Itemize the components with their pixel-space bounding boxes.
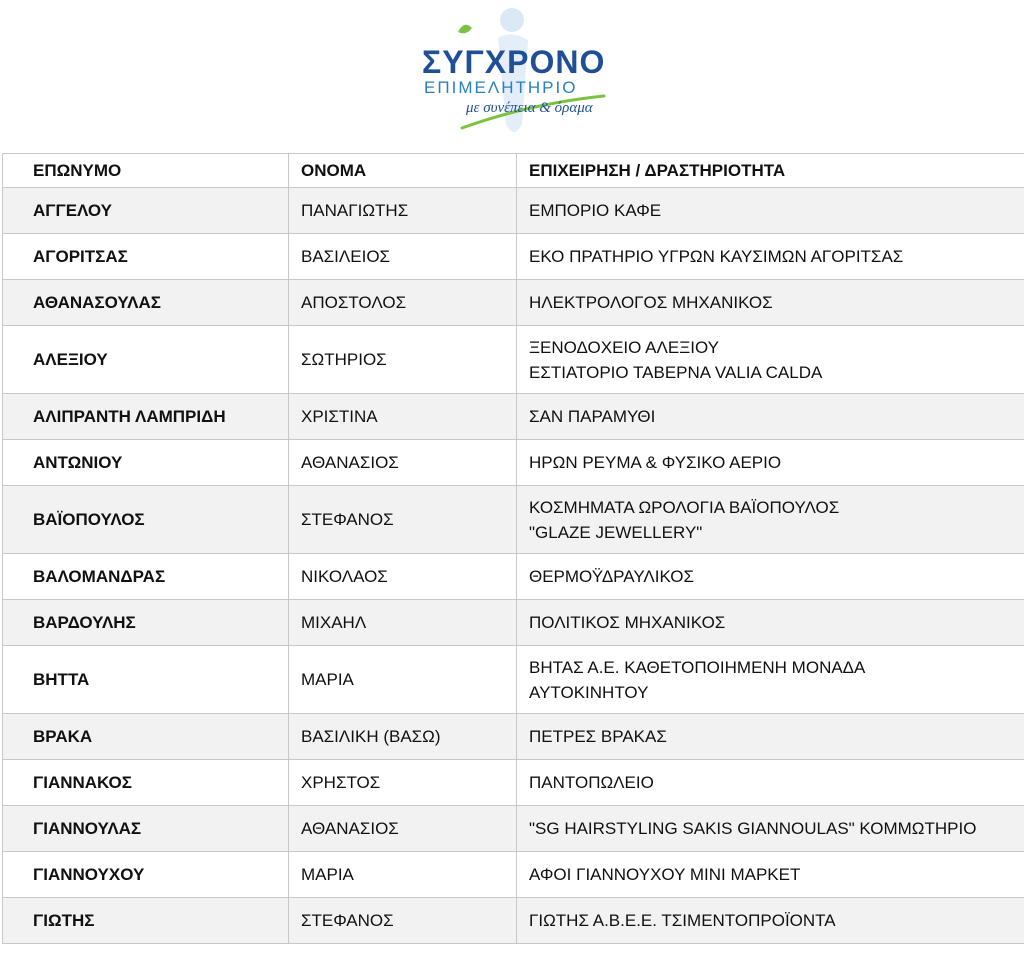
cell-name: ΑΠΟΣΤΟΛΟΣ bbox=[289, 280, 517, 326]
business-line: ΠΕΤΡΕΣ ΒΡΑΚΑΣ bbox=[529, 727, 667, 746]
cell-surname: ΑΛΙΠΡΑΝΤΗ ΛΑΜΠΡΙΔΗ bbox=[3, 394, 289, 440]
cell-business bbox=[517, 714, 1024, 760]
logo bbox=[418, 4, 618, 146]
cell-business bbox=[517, 188, 1024, 234]
cell-business bbox=[517, 234, 1024, 280]
cell-business bbox=[517, 394, 1024, 440]
business-line: ΠΑΝΤΟΠΩΛΕΙΟ bbox=[529, 773, 654, 792]
business-line: ΑΦΟΙ ΓΙΑΝΝΟΥΧΟΥ ΜΙΝΙ ΜΑΡΚΕΤ bbox=[529, 865, 801, 884]
table-header-row bbox=[3, 154, 1024, 188]
cell-surname: ΑΓΓΕΛΟΥ bbox=[3, 188, 289, 234]
cell-business bbox=[517, 852, 1024, 898]
cell-surname: ΑΝΤΩΝΙΟΥ bbox=[3, 440, 289, 486]
business-line: ΒΗΤΑΣ Α.Ε. ΚΑΘΕΤΟΠΟΙΗΜΕΝΗ ΜΟΝΑΔΑ bbox=[529, 657, 866, 677]
business-line: ΑΥΤΟΚΙΝΗΤΟΥ bbox=[529, 682, 649, 702]
business-line: ΣΑΝ ΠΑΡΑΜΥΘΙ bbox=[529, 407, 656, 426]
cell-name: ΧΡΗΣΤΟΣ bbox=[289, 760, 517, 806]
business-line: "SG HAIRSTYLING SAKIS GIANNOULAS" ΚΟΜΜΩΤΗΡΙΟ bbox=[529, 819, 977, 838]
header-name: ΟΝΟΜΑ bbox=[289, 154, 517, 188]
cell-business bbox=[517, 280, 1024, 326]
cell-surname: ΓΙΑΝΝΑΚΟΣ bbox=[3, 760, 289, 806]
cell-name: ΜΑΡΙΑ bbox=[289, 852, 517, 898]
table-row bbox=[3, 806, 1024, 852]
table-row bbox=[3, 760, 1024, 806]
cell-business bbox=[517, 326, 1024, 394]
cell-business bbox=[517, 646, 1024, 714]
table-row bbox=[3, 646, 1024, 714]
cell-name: ΑΘΑΝΑΣΙΟΣ bbox=[289, 806, 517, 852]
cell-name: ΜΙΧΑΗΛ bbox=[289, 600, 517, 646]
cell-surname: ΓΙΩΤΗΣ bbox=[3, 898, 289, 944]
business-line: "GLAZE JEWELLERY" bbox=[529, 522, 703, 542]
cell-name: ΜΑΡΙΑ bbox=[289, 646, 517, 714]
table-row bbox=[3, 852, 1024, 898]
business-line: ΕΜΠΟΡΙΟ ΚΑΦΕ bbox=[529, 201, 662, 220]
cell-surname: ΒΗΤΤΑ bbox=[3, 646, 289, 714]
members-table-container bbox=[2, 153, 1024, 944]
business-line: ΞΕΝΟΔΟΧΕΙΟ ΑΛΕΞΙΟΥ bbox=[529, 337, 719, 357]
cell-business bbox=[517, 440, 1024, 486]
cell-name: ΝΙΚΟΛΑΟΣ bbox=[289, 554, 517, 600]
table-row bbox=[3, 486, 1024, 554]
cell-name: ΣΤΕΦΑΝΟΣ bbox=[289, 898, 517, 944]
cell-business bbox=[517, 898, 1024, 944]
table-row bbox=[3, 714, 1024, 760]
table-row bbox=[3, 554, 1024, 600]
business-line: ΗΡΩΝ ΡΕΥΜΑ & ΦΥΣΙΚΟ ΑΕΡΙΟ bbox=[529, 453, 782, 472]
table-row bbox=[3, 898, 1024, 944]
cell-surname: ΓΙΑΝΝΟΥΧΟΥ bbox=[3, 852, 289, 898]
business-line: ΓΙΩΤΗΣ Α.Β.Ε.Ε. ΤΣΙΜΕΝΤΟΠΡΟΪΟΝΤΑ bbox=[529, 911, 836, 930]
business-line: ΕΣΤΙΑΤΟΡΙΟ ΤΑΒΕΡΝΑ VALIA CALDA bbox=[529, 362, 823, 382]
cell-name: ΑΘΑΝΑΣΙΟΣ bbox=[289, 440, 517, 486]
header-business: ΕΠΙΧΕΙΡΗΣΗ / ΔΡΑΣΤΗΡΙΟΤΗΤΑ bbox=[517, 154, 1024, 188]
cell-name: ΒΑΣΙΛΕΙΟΣ bbox=[289, 234, 517, 280]
cell-surname: ΑΛΕΞΙΟΥ bbox=[3, 326, 289, 394]
members-table bbox=[2, 153, 1024, 944]
cell-surname: ΒΑΪΟΠΟΥΛΟΣ bbox=[3, 486, 289, 554]
logo-slogan: με συνέπεια & όραμα bbox=[466, 100, 593, 116]
business-line: ΠΟΛΙΤΙΚΟΣ ΜΗΧΑΝΙΚΟΣ bbox=[529, 613, 726, 632]
cell-surname: ΒΑΡΔΟΥΛΗΣ bbox=[3, 600, 289, 646]
cell-name: ΣΤΕΦΑΝΟΣ bbox=[289, 486, 517, 554]
cell-name: ΠΑΝΑΓΙΩΤΗΣ bbox=[289, 188, 517, 234]
cell-business bbox=[517, 554, 1024, 600]
cell-name: ΧΡΙΣΤΙΝΑ bbox=[289, 394, 517, 440]
business-line: ΘΕΡΜΟΫΔΡΑΥΛΙΚΟΣ bbox=[529, 567, 695, 586]
table-row bbox=[3, 600, 1024, 646]
cell-surname: ΓΙΑΝΝΟΥΛΑΣ bbox=[3, 806, 289, 852]
header-surname: ΕΠΩΝΥΜΟ bbox=[3, 154, 289, 188]
cell-business bbox=[517, 760, 1024, 806]
table-row bbox=[3, 440, 1024, 486]
cell-surname: ΑΓΟΡΙΤΣΑΣ bbox=[3, 234, 289, 280]
logo-subtitle: ΕΠΙΜΕΛΗΤΗΡΙΟ bbox=[424, 78, 578, 97]
table-body bbox=[3, 188, 1024, 944]
cell-business bbox=[517, 600, 1024, 646]
cell-name: ΒΑΣΙΛΙΚΗ (ΒΑΣΩ) bbox=[289, 714, 517, 760]
business-line: ΚΟΣΜΗΜΑΤΑ ΩΡΟΛΟΓΙΑ ΒΑΪΟΠΟΥΛΟΣ bbox=[529, 497, 840, 517]
cell-business bbox=[517, 486, 1024, 554]
cell-name: ΣΩΤΗΡΙΟΣ bbox=[289, 326, 517, 394]
table-row bbox=[3, 234, 1024, 280]
business-line: ΕΚΟ ΠΡΑΤΗΡΙΟ ΥΓΡΩΝ ΚΑΥΣΙΜΩΝ ΑΓΟΡΙΤΣΑΣ bbox=[529, 247, 904, 266]
logo-wordmark: ΣΥΓΧΡΟΝΟ bbox=[422, 44, 606, 80]
table-row bbox=[3, 326, 1024, 394]
table-row bbox=[3, 394, 1024, 440]
cell-surname: ΒΡΑΚΑ bbox=[3, 714, 289, 760]
table-row bbox=[3, 188, 1024, 234]
cell-business bbox=[517, 806, 1024, 852]
business-line: ΗΛΕΚΤΡΟΛΟΓΟΣ ΜΗΧΑΝΙΚΟΣ bbox=[529, 293, 773, 312]
cell-surname: ΒΑΛΟΜΑΝΔΡΑΣ bbox=[3, 554, 289, 600]
cell-surname: ΑΘΑΝΑΣΟΥΛΑΣ bbox=[3, 280, 289, 326]
table-row bbox=[3, 280, 1024, 326]
